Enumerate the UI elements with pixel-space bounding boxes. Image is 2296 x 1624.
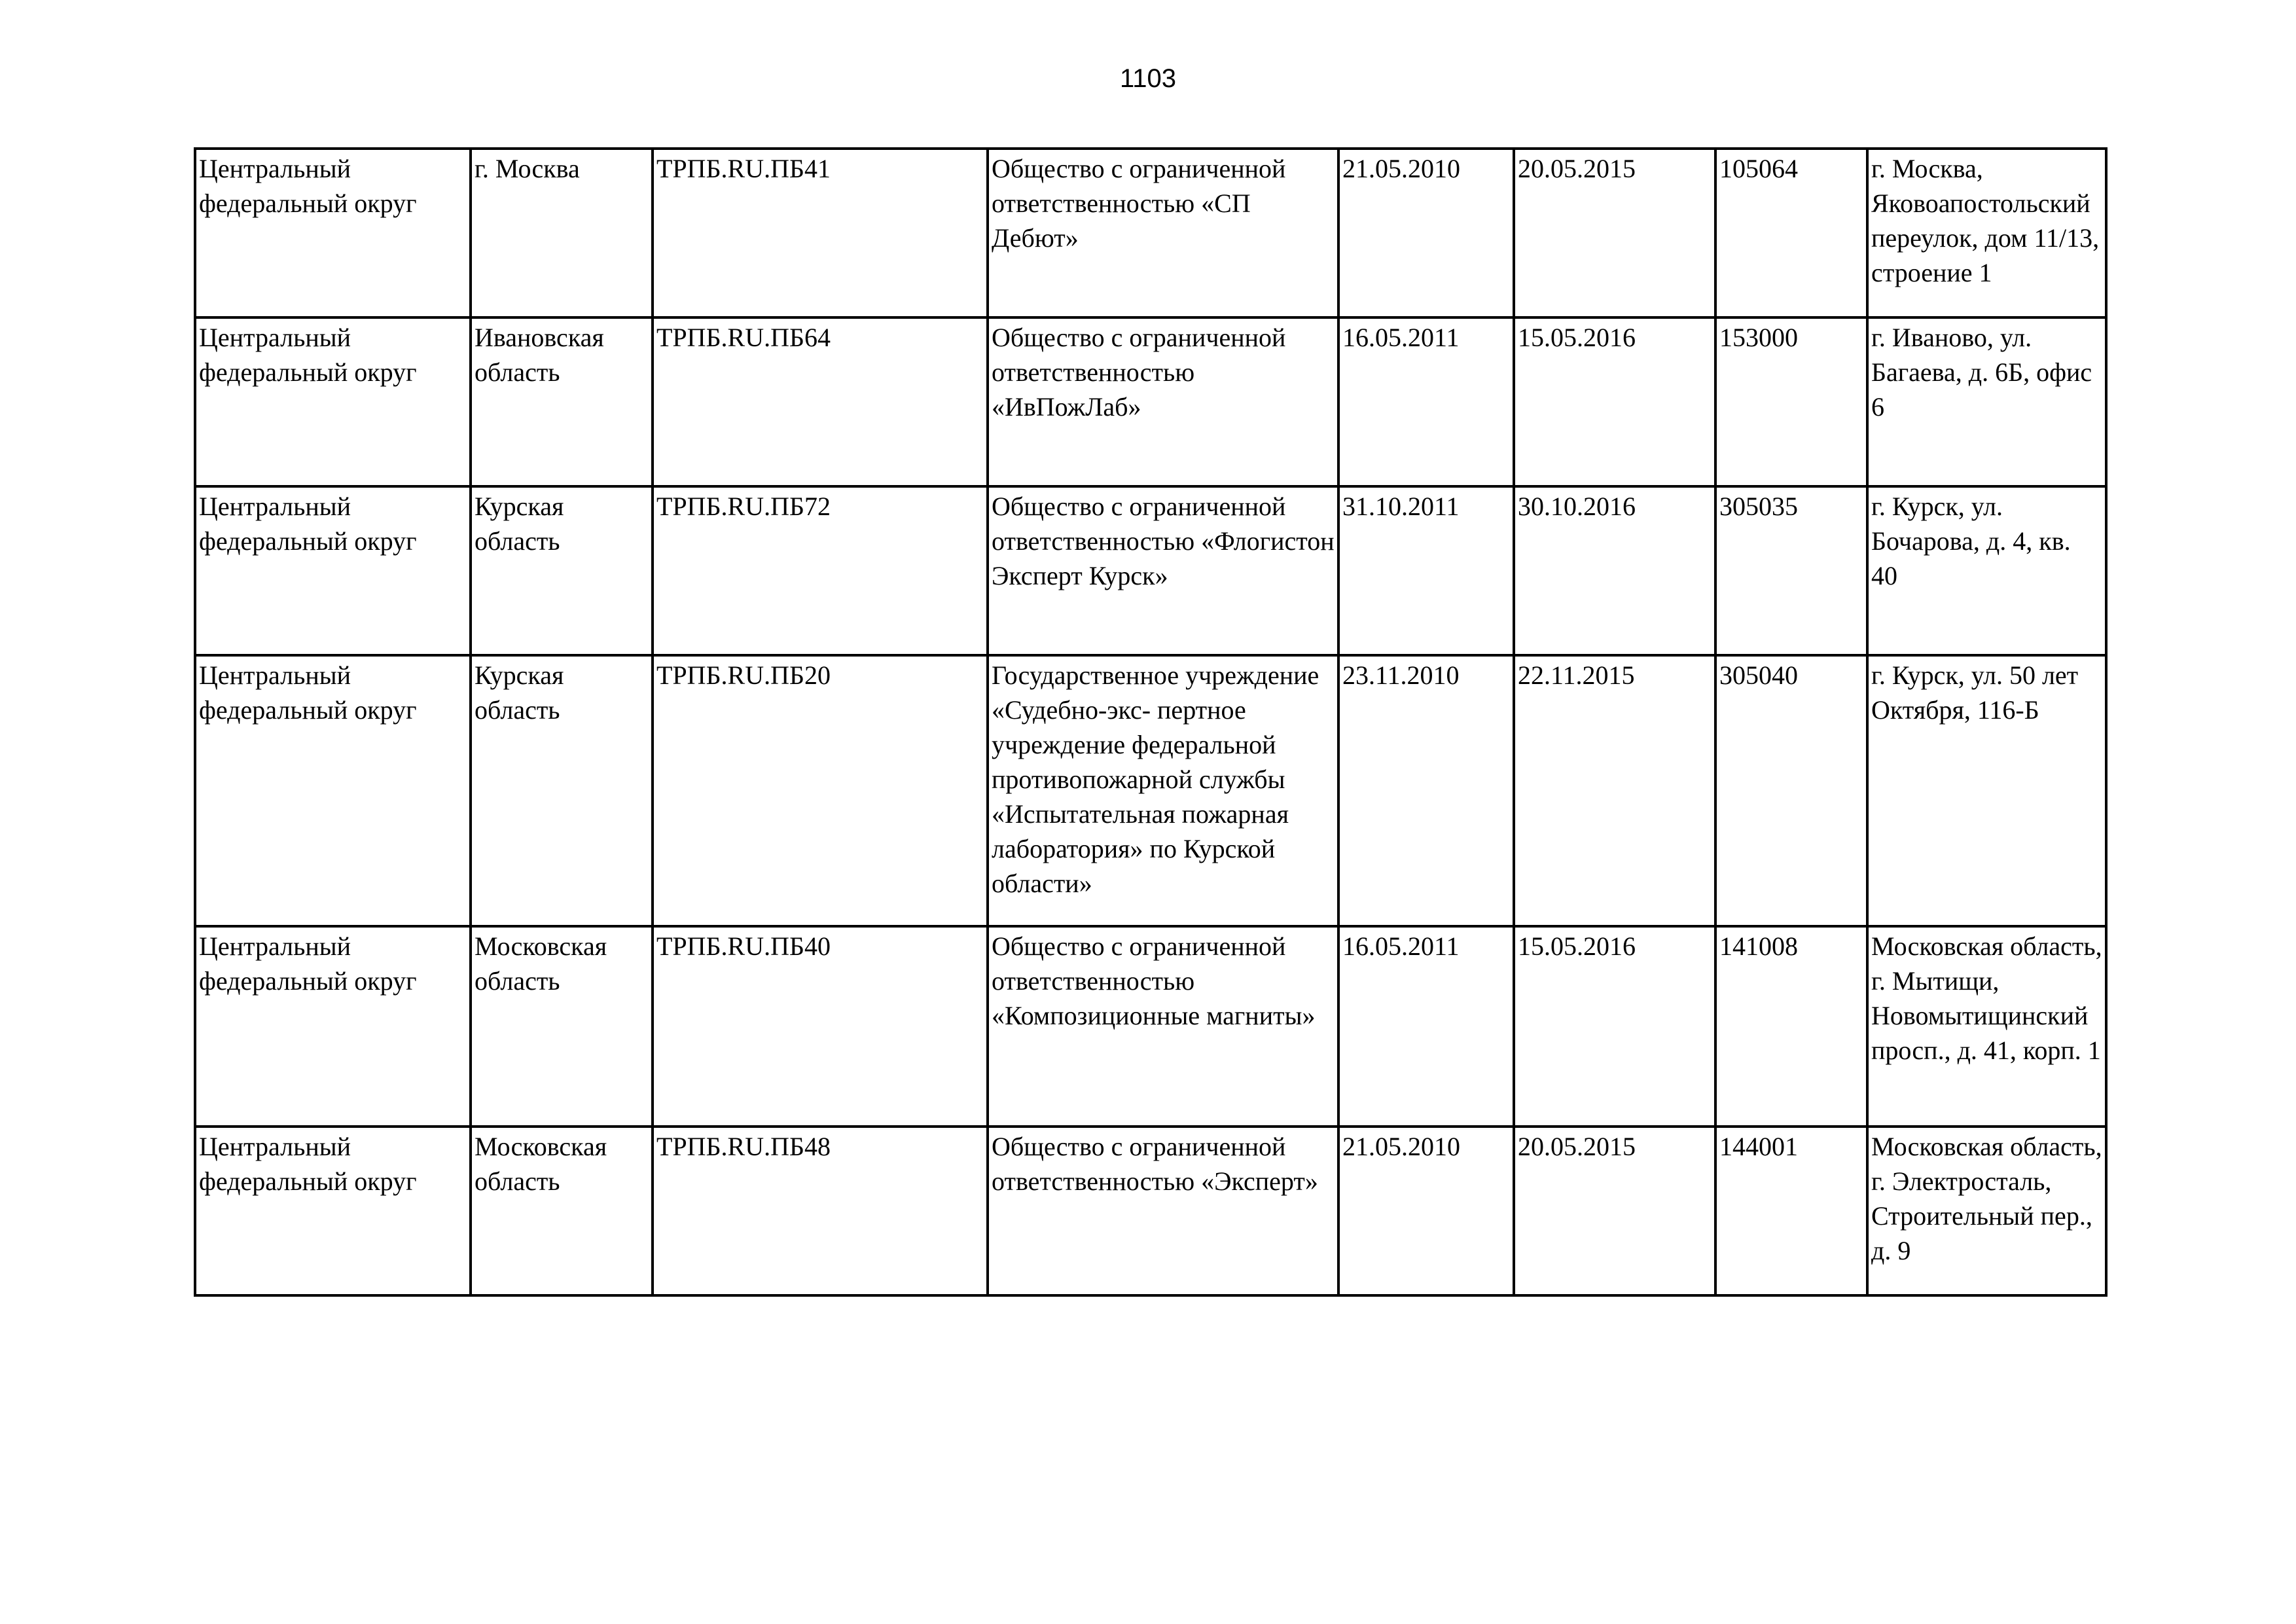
reg-number-cell: ТРПБ.RU.ПБ41 (653, 149, 988, 317)
date-to-cell: 20.05.2015 (1514, 149, 1715, 317)
reg-number-cell: ТРПБ.RU.ПБ64 (653, 317, 988, 486)
reg-number-cell: ТРПБ.RU.ПБ48 (653, 1127, 988, 1295)
date-to-cell: 15.05.2016 (1514, 317, 1715, 486)
region-cell: Московская область (471, 1127, 653, 1295)
address-cell: г. Курск, ул. 50 лет Октября, 116-Б (1867, 655, 2106, 926)
district-cell: Центральный федеральный округ (195, 926, 471, 1127)
region-cell: Курская область (471, 655, 653, 926)
organization-cell: Общество с ограниченной ответственностью «ИвПожЛаб» (988, 317, 1338, 486)
date-to-cell: 30.10.2016 (1514, 486, 1715, 655)
region-cell: Московская область (471, 926, 653, 1127)
table-row (195, 486, 2106, 655)
table-row (195, 655, 2106, 926)
reg-number-cell: ТРПБ.RU.ПБ40 (653, 926, 988, 1127)
organization-cell: Общество с ограниченной ответственностью «СП Дебют» (988, 149, 1338, 317)
date-to-cell: 22.11.2015 (1514, 655, 1715, 926)
district-cell: Центральный федеральный округ (195, 655, 471, 926)
registry-table (194, 147, 2108, 1297)
date-from-cell: 23.11.2010 (1338, 655, 1514, 926)
date-to-cell: 20.05.2015 (1514, 1127, 1715, 1295)
organization-cell: Общество с ограниченной ответственностью «Композиционные магниты» (988, 926, 1338, 1127)
district-cell: Центральный федеральный округ (195, 317, 471, 486)
page-number: 1103 (1119, 64, 1176, 93)
postal-code-cell: 141008 (1715, 926, 1867, 1127)
organization-cell: Общество с ограниченной ответственностью «Эксперт» (988, 1127, 1338, 1295)
region-cell: Ивановская область (471, 317, 653, 486)
date-from-cell: 16.05.2011 (1338, 317, 1514, 486)
region-cell: г. Москва (471, 149, 653, 317)
postal-code-cell: 305040 (1715, 655, 1867, 926)
organization-cell: Общество с ограниченной ответственностью «Флогистон Эксперт Курск» (988, 486, 1338, 655)
reg-number-cell: ТРПБ.RU.ПБ20 (653, 655, 988, 926)
table-row (195, 926, 2106, 1127)
district-cell: Центральный федеральный округ (195, 486, 471, 655)
date-from-cell: 21.05.2010 (1338, 1127, 1514, 1295)
address-cell: Московская область, г. Электросталь, Строительный пер., д. 9 (1867, 1127, 2106, 1295)
date-from-cell: 31.10.2011 (1338, 486, 1514, 655)
postal-code-cell: 144001 (1715, 1127, 1867, 1295)
postal-code-cell: 153000 (1715, 317, 1867, 486)
reg-number-cell: ТРПБ.RU.ПБ72 (653, 486, 988, 655)
date-from-cell: 16.05.2011 (1338, 926, 1514, 1127)
date-from-cell: 21.05.2010 (1338, 149, 1514, 317)
organization-cell: Государственное учреждение «Судебно-экс- пертное учреждение федеральной противопожарной службы «Испытательная пожарная лаборатория» по Курской области» (988, 655, 1338, 926)
region-cell: Курская область (471, 486, 653, 655)
table-row (195, 317, 2106, 486)
table-row (195, 1127, 2106, 1295)
date-to-cell: 15.05.2016 (1514, 926, 1715, 1127)
postal-code-cell: 305035 (1715, 486, 1867, 655)
table-row (195, 149, 2106, 317)
district-cell: Центральный федеральный округ (195, 149, 471, 317)
address-cell: г. Москва, Яковоапостольский переулок, дом 11/13, строение 1 (1867, 149, 2106, 317)
address-cell: г. Курск, ул. Бочарова, д. 4, кв. 40 (1867, 486, 2106, 655)
address-cell: Московская область, г. Мытищи, Новомытищинский просп., д. 41, корп. 1 (1867, 926, 2106, 1127)
district-cell: Центральный федеральный округ (195, 1127, 471, 1295)
address-cell: г. Иваново, ул. Багаева, д. 6Б, офис 6 (1867, 317, 2106, 486)
postal-code-cell: 105064 (1715, 149, 1867, 317)
